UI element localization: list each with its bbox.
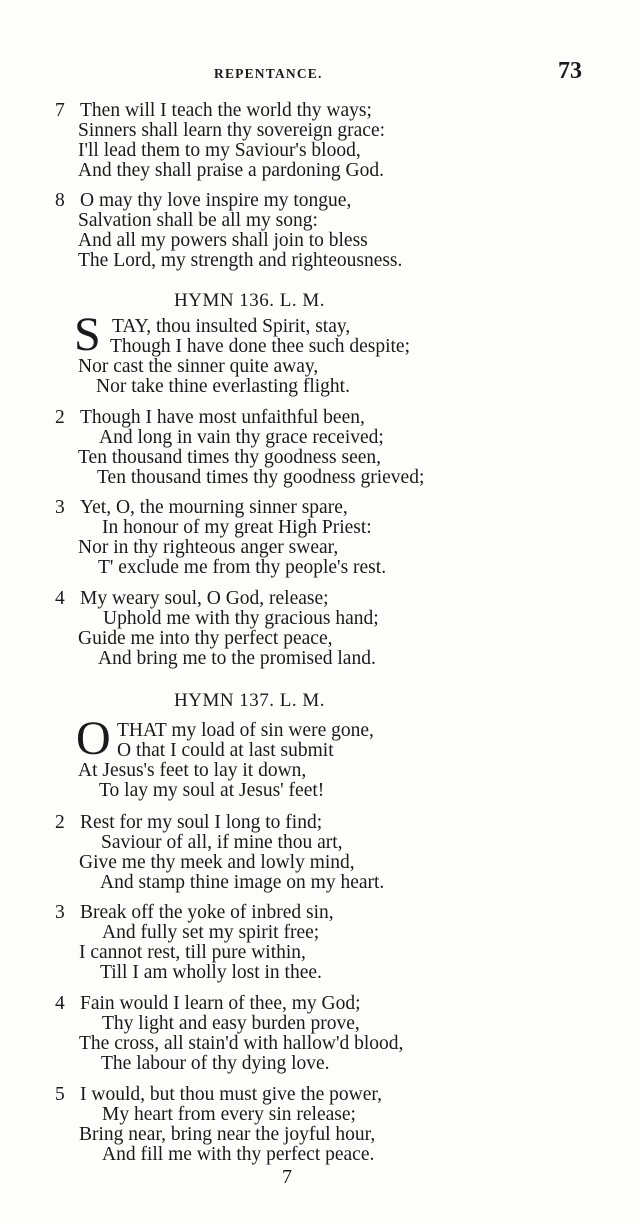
verse-line: Bring near, bring near the joyful hour, — [79, 1124, 376, 1145]
page-header — [0, 58, 640, 88]
verse-line: Fain would I learn of thee, my God; — [80, 993, 361, 1014]
running-title: REPENTANCE. — [214, 66, 323, 81]
verse-line: The cross, all stain'd with hallow'd blood, — [79, 1033, 404, 1054]
verse-line: My weary soul, O God, release; — [80, 588, 329, 609]
verse-line: I cannot rest, till pure within, — [79, 942, 306, 963]
drop-cap: O — [76, 712, 111, 765]
verse-line: And all my powers shall join to bless — [78, 230, 368, 251]
verse-line: To lay my soul at Jesus' feet! — [99, 780, 325, 801]
verse-line: Saviour of all, if mine thou art, — [101, 832, 343, 853]
verse-line: Thy light and easy burden prove, — [102, 1013, 360, 1034]
verse-line: Ten thousand times thy goodness grieved; — [97, 467, 425, 488]
verse-line: Ten thousand times thy goodness seen, — [78, 447, 382, 468]
signature-mark: 7 — [282, 1166, 292, 1188]
verse-line: The Lord, my strength and righteousness. — [78, 250, 403, 271]
verse-line: And bring me to the promised land. — [98, 648, 376, 669]
verse-line: Guide me into thy perfect peace, — [78, 628, 333, 649]
verse-line: THAT my load of sin were gone, — [117, 720, 374, 741]
verse-line: Give me thy meek and lowly mind, — [79, 852, 355, 873]
verse-line: And fully set my spirit free; — [102, 922, 320, 943]
stanza-number: 3 — [55, 497, 65, 518]
verse-line: T' exclude me from thy people's rest. — [98, 557, 387, 578]
verse-line: Break off the yoke of inbred sin, — [80, 902, 334, 923]
stanza-number: 7 — [55, 100, 65, 121]
verse-line: TAY, thou insulted Spirit, stay, — [112, 316, 351, 337]
stanza-number: 2 — [55, 407, 65, 428]
verse-line: O that I could at last submit — [117, 740, 334, 761]
verse-line: At Jesus's feet to lay it down, — [78, 760, 307, 781]
verse-line: And fill me with thy perfect peace. — [102, 1144, 375, 1165]
stanza-number: 4 — [55, 588, 65, 609]
verse-line: And stamp thine image on my heart. — [100, 872, 385, 893]
verse-line: Till I am wholly lost in thee. — [100, 962, 322, 983]
hymn-heading: HYMN 137. L. M. — [174, 690, 326, 711]
stanza-number: 8 — [55, 190, 65, 211]
verse-line: I'll lead them to my Saviour's blood, — [78, 140, 361, 161]
verse-line: Nor take thine everlasting flight. — [96, 376, 350, 397]
verse-line: Nor cast the sinner quite away, — [78, 356, 319, 377]
stanza-number: 2 — [55, 812, 65, 833]
verse-line: O may thy love inspire my tongue, — [80, 190, 352, 211]
verse-line: The labour of thy dying love. — [101, 1053, 330, 1074]
verse-line: Though I have done thee such despite; — [110, 336, 410, 357]
verse-line: Though I have most unfaithful been, — [80, 407, 365, 428]
verse-line: My heart from every sin release; — [102, 1104, 356, 1125]
verse-line: Nor in thy righteous anger swear, — [78, 537, 339, 558]
verse-line: And they shall praise a pardoning God. — [78, 160, 384, 181]
verse-line: Then will I teach the world thy ways; — [80, 100, 372, 121]
drop-cap: S — [74, 308, 101, 361]
verse-line: And long in vain thy grace received; — [99, 427, 384, 448]
verse-line: Sinners shall learn thy sovereign grace: — [78, 120, 386, 141]
stanza-number: 4 — [55, 993, 65, 1014]
hymn-heading: HYMN 136. L. M. — [174, 290, 326, 311]
verse-line: Salvation shall be all my song: — [78, 210, 318, 231]
stanza-number: 5 — [55, 1084, 65, 1105]
verse-line: I would, but thou must give the power, — [80, 1084, 382, 1105]
verse-line: Rest for my soul I long to find; — [80, 812, 323, 833]
stanza-number: 3 — [55, 902, 65, 923]
verse-line: Uphold me with thy gracious hand; — [103, 608, 379, 629]
page-number: 73 — [558, 58, 582, 84]
verse-line: In honour of my great High Priest: — [102, 517, 372, 538]
verse-line: Yet, O, the mourning sinner spare, — [80, 497, 348, 518]
